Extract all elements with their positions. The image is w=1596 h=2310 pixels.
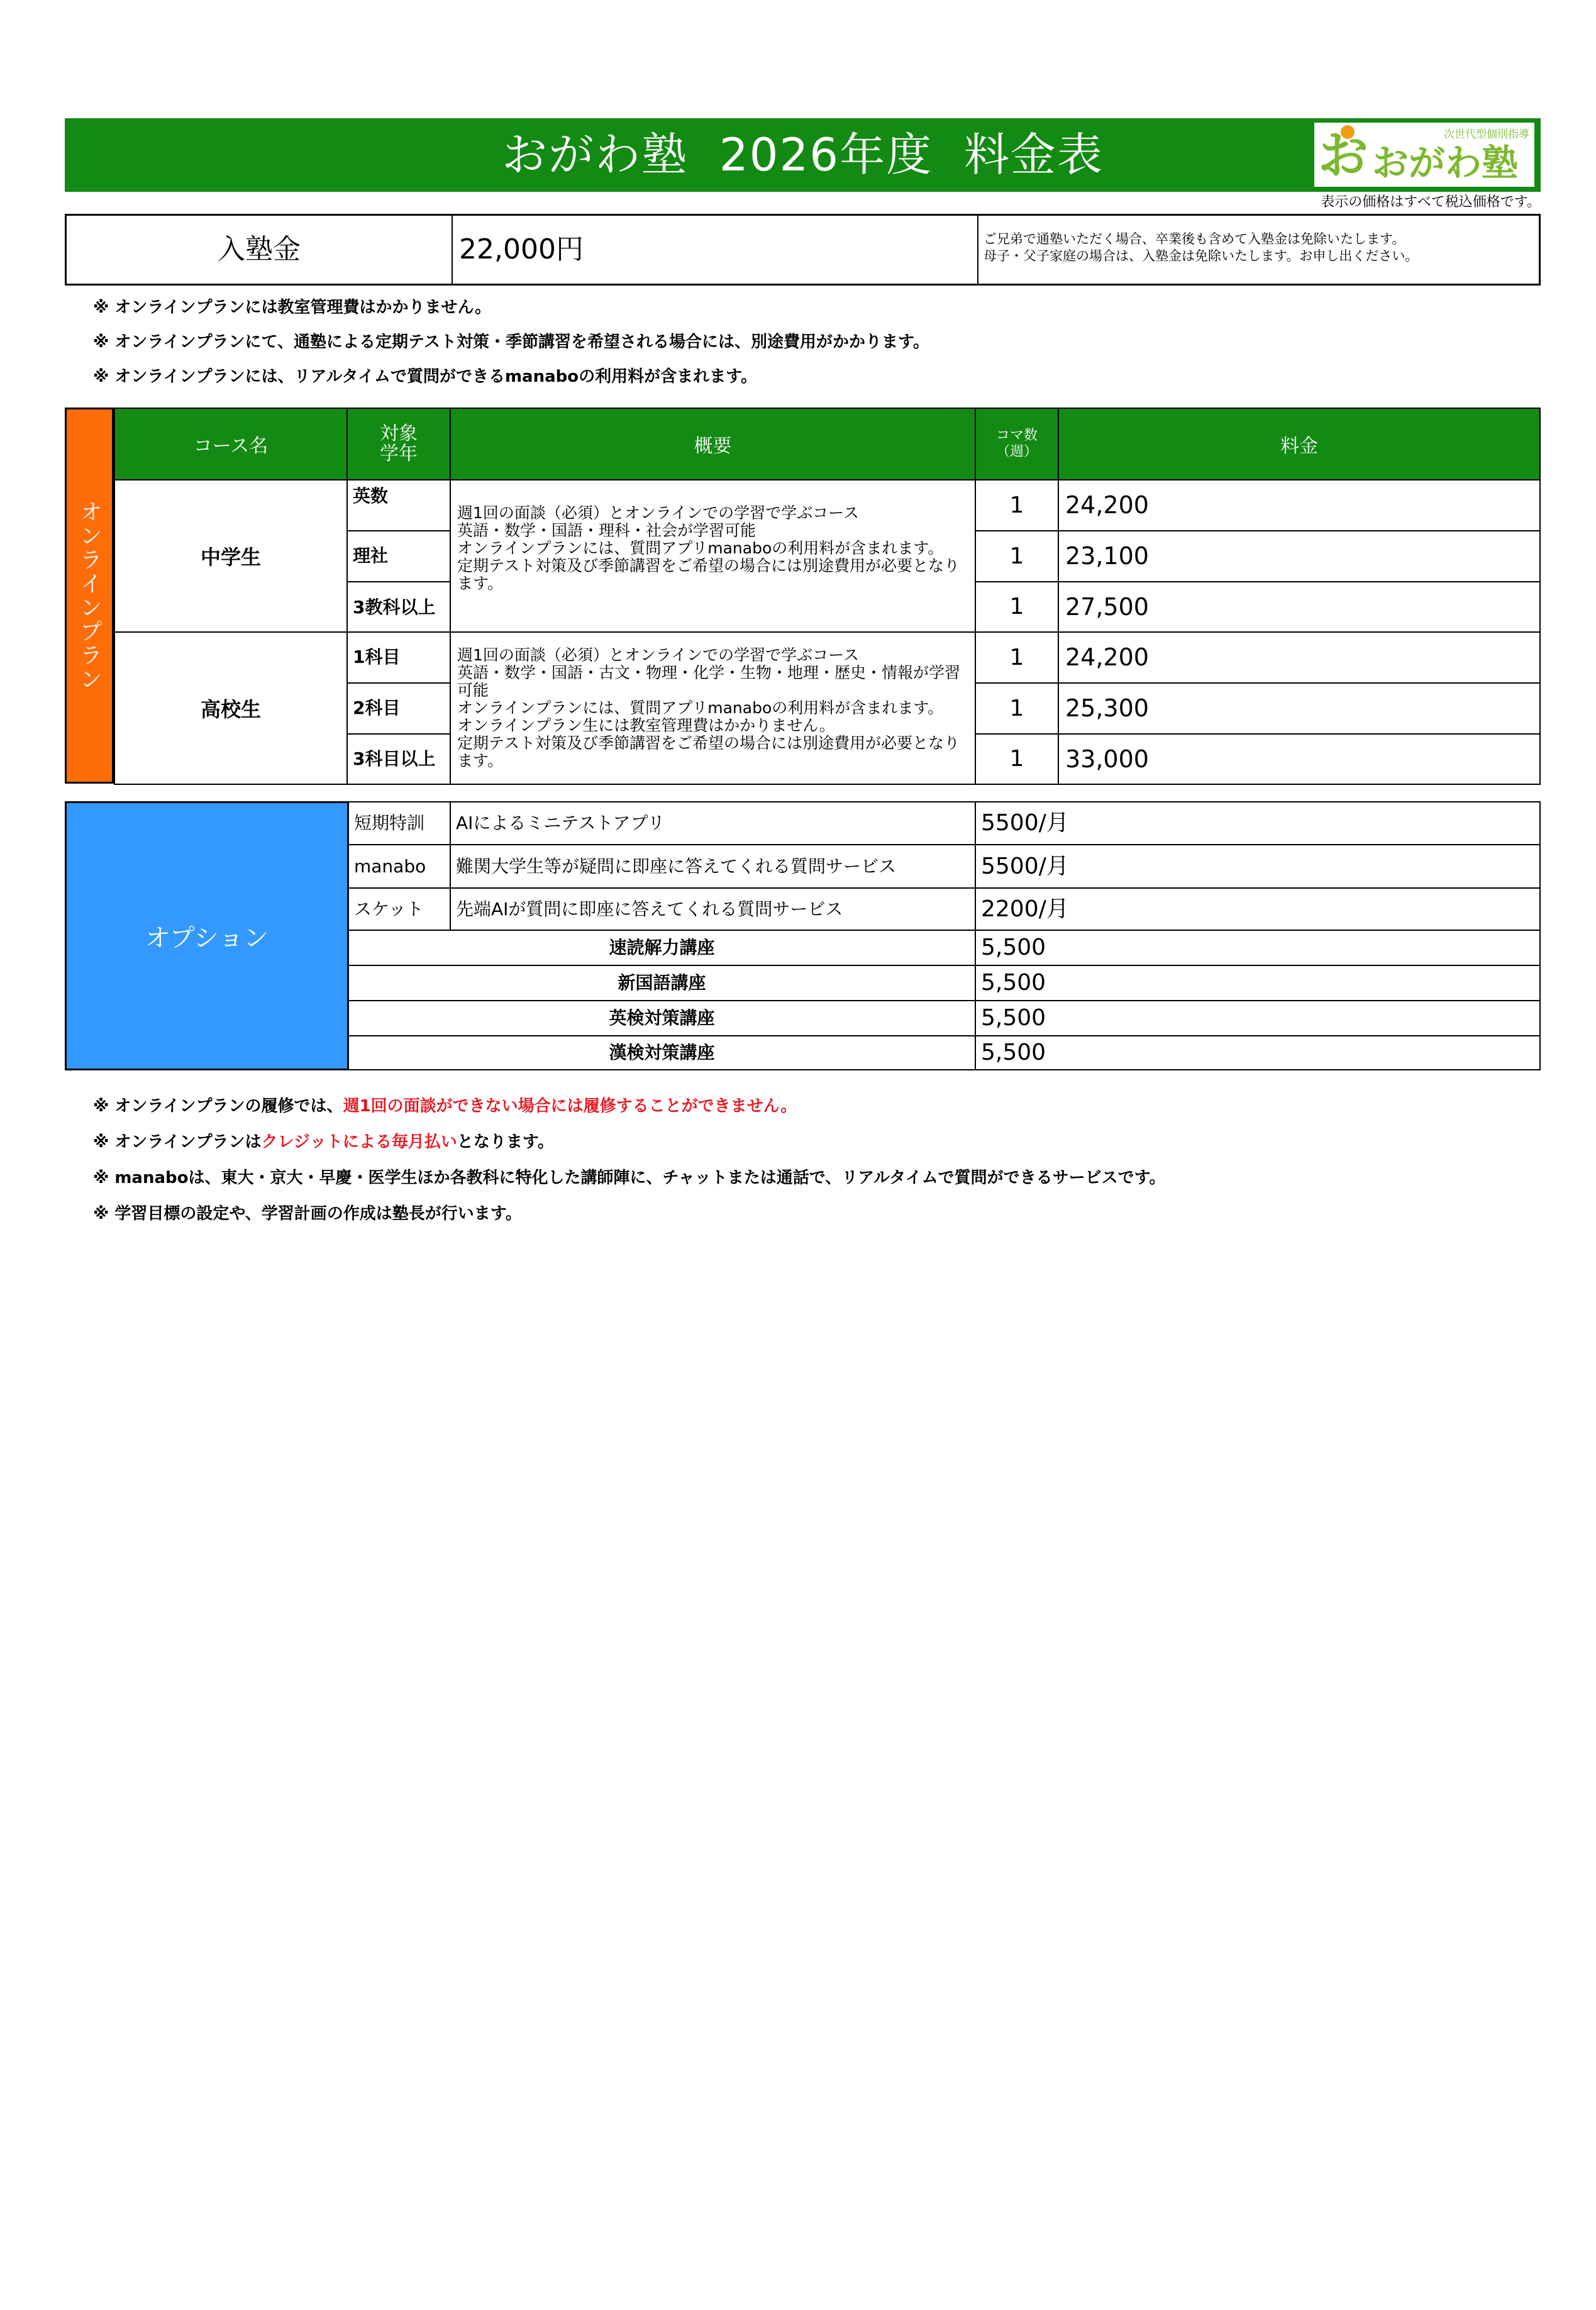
grade-cell: 中学生 (114, 479, 348, 633)
option-side-label: オプション (145, 923, 269, 953)
enrollment-fee-box (65, 214, 1541, 286)
enrollment-fee-note (978, 216, 1539, 284)
subject-cell: 英数 (346, 479, 451, 531)
enrollment-note-line: 母子・父子家庭の場合は、入塾金は免除いたします。お申し出ください。 (984, 248, 1419, 264)
enrollment-note-line: ご兄弟で通塾いただく場合、卒業後も含めて入塾金は免除いたします。 (984, 231, 1405, 247)
option-course-name: 漢検対策講座 (348, 1035, 976, 1070)
course-description: 週1回の面談（必須）とオンラインでの学習で学ぶコース 英語・数学・国語・古文・物理・化学・生物・地理・歴史・情報が学習可能 オンラインプランには、質問アプリmanaboの利用料が含まれます。 オンラインプラン生には教室管理費はかかりません。 定期テスト対策及び季節講習をご希望の場合には別途費用が必要となります。 (450, 631, 976, 785)
koma-cell: 1 (975, 631, 1059, 684)
header-target: 対象 学年 (346, 408, 451, 480)
enrollment-fee-value: 22,000円 (452, 216, 978, 284)
note-text: ※ オンラインプランの履修では、 (93, 1097, 343, 1116)
option-course-price: 5,500 (975, 1035, 1541, 1070)
note-top-2: ※ オンラインプランにて、通塾による定期テスト対策・季節講習を希望される場合には、別途費用がかかります。 (93, 333, 929, 352)
option-service-description: 先端AIが質問に即座に答えてくれる質問サービス (450, 887, 976, 931)
option-service-description: 難関大学生等が疑問に即座に答えてくれる質問サービス (450, 844, 976, 889)
logo-mark: お (1318, 126, 1368, 185)
note-bottom-1 (93, 1093, 797, 1116)
note-text: となります。 (457, 1133, 554, 1152)
option-course-price: 5,500 (975, 965, 1541, 1001)
header-fee: 料金 (1058, 408, 1541, 480)
plan-side-label: オンラインプラン (76, 500, 103, 691)
subject-cell: 理社 (346, 530, 451, 582)
subject-cell: 3教科以上 (346, 581, 451, 633)
option-course-name: 速読解力講座 (348, 930, 976, 966)
page-title: おがわ塾 2026年度 料金表 (502, 128, 1104, 181)
note-bottom-3: ※ manaboは、東大・京大・早慶・医学生ほか各教科に特化した講師陣に、チャットまたは通話で、リアルタイムで質問ができるサービスです。 (93, 1169, 1166, 1187)
subject-cell: 2科目 (346, 682, 451, 735)
option-service-price: 2200/月 (975, 887, 1541, 931)
option-side-box (65, 801, 349, 1070)
note-top-1: ※ オンラインプランには教室管理費はかかりません。 (93, 298, 492, 317)
plan-side-label-box (65, 408, 114, 784)
option-course-price: 5,500 (975, 930, 1541, 966)
logo-name: おがわ塾 (1372, 142, 1519, 184)
option-course-name: 新国語講座 (348, 965, 976, 1001)
subject-cell: 3科目以上 (346, 733, 451, 785)
price-cell: 25,300 (1058, 682, 1541, 735)
price-cell: 24,200 (1058, 631, 1541, 684)
note-top-3: ※ オンラインプランには、リアルタイムで質問ができるmanaboの利用料が含まれます。 (93, 367, 758, 386)
header-koma: コマ数 （週） (975, 408, 1059, 480)
header-course: コース名 (114, 408, 348, 480)
subject-cell: 1科目 (346, 631, 451, 684)
koma-cell: 1 (975, 581, 1059, 633)
koma-cell: 1 (975, 682, 1059, 735)
note-bottom-2 (93, 1129, 554, 1152)
grade-cell: 高校生 (114, 631, 348, 785)
logo-tagline: 次世代型個別指導 (1444, 128, 1529, 141)
option-course-name: 英検対策講座 (348, 1000, 976, 1036)
option-service-name: スケット (348, 887, 451, 931)
price-cell: 27,500 (1058, 581, 1541, 633)
option-service-name: manabo (348, 844, 451, 889)
enrollment-fee-label: 入塾金 (67, 216, 453, 284)
option-course-price: 5,500 (975, 1000, 1541, 1036)
option-service-price: 5500/月 (975, 844, 1541, 889)
price-cell: 33,000 (1058, 733, 1541, 785)
option-service-description: AIによるミニテストアプリ (450, 801, 976, 845)
price-cell: 23,100 (1058, 530, 1541, 582)
koma-cell: 1 (975, 733, 1059, 785)
note-bottom-4: ※ 学習目標の設定や、学習計画の作成は塾長が行います。 (93, 1204, 522, 1223)
tax-note: 表示の価格はすべて税込価格です。 (1321, 194, 1541, 210)
note-highlight: クレジットによる毎月払い (261, 1133, 457, 1152)
koma-cell: 1 (975, 530, 1059, 582)
note-text: ※ オンラインプランは (93, 1133, 262, 1152)
note-highlight: 週1回の面談ができない場合には履修することができません。 (343, 1097, 797, 1116)
logo (1314, 123, 1534, 187)
koma-cell: 1 (975, 479, 1059, 531)
option-service-name: 短期特訓 (348, 801, 451, 845)
price-cell: 24,200 (1058, 479, 1541, 531)
course-description: 週1回の面談（必須）とオンラインでの学習で学ぶコース 英語・数学・国語・理科・社会が学習可能 オンラインプランには、質問アプリmanaboの利用料が含まれます。 定期テスト対策及び季節講習をご希望の場合には別途費用が必要となります。 (450, 479, 976, 633)
header-summary: 概要 (450, 408, 976, 480)
option-service-price: 5500/月 (975, 801, 1541, 845)
